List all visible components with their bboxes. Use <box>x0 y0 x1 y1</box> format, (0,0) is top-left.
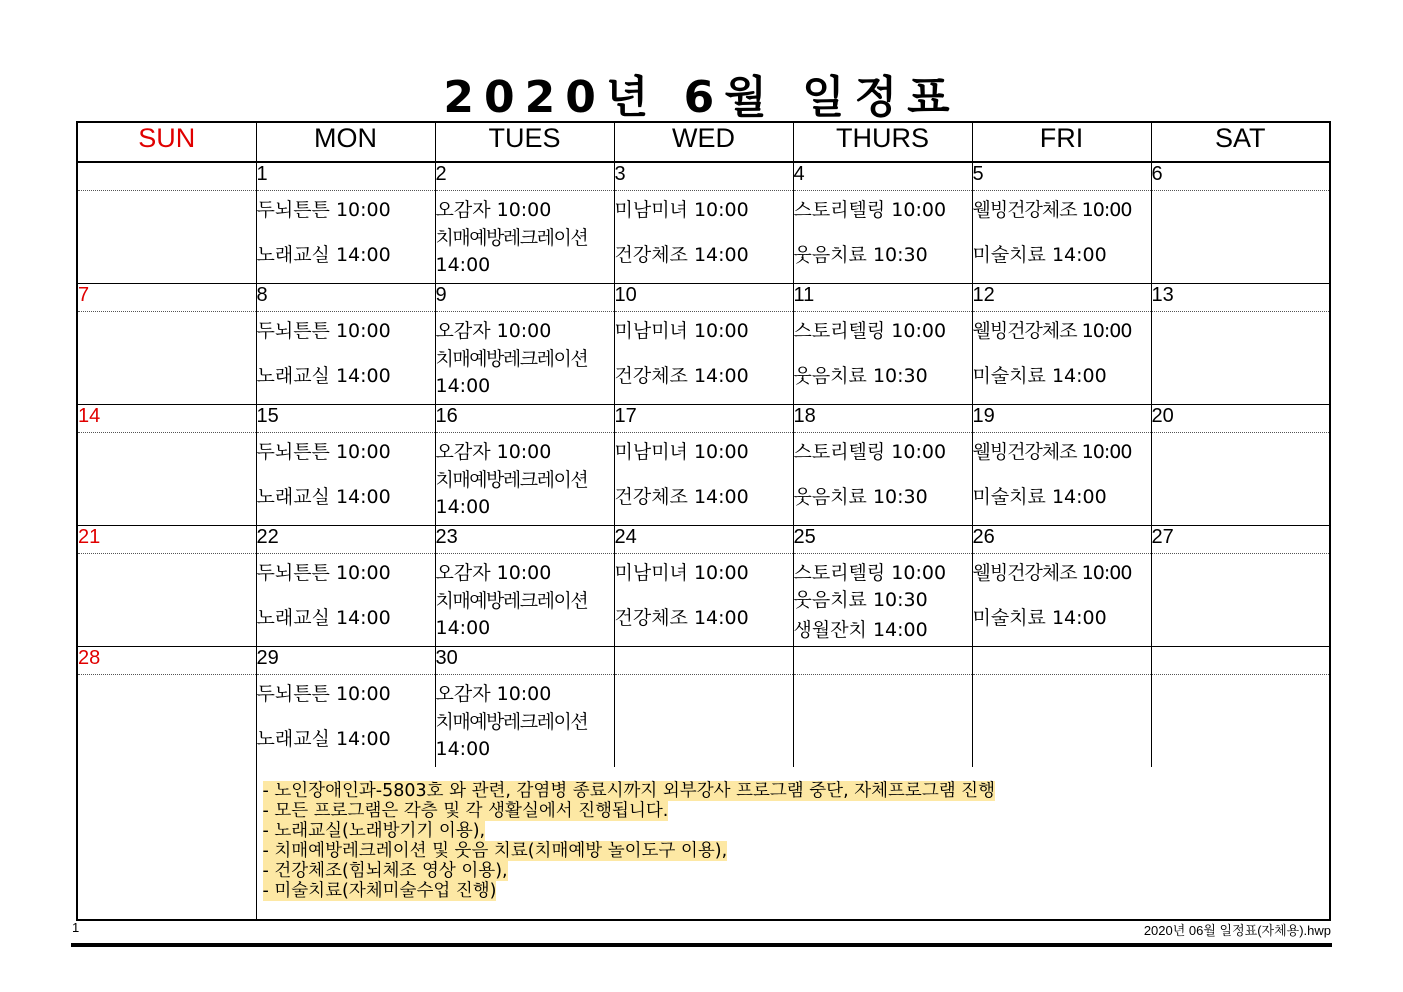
date-cell: 18 <box>793 405 972 433</box>
event-item: 미남미녀 10:00 <box>614 441 749 463</box>
event-item: 오감자 10:00 <box>435 199 552 221</box>
date-cell: 23 <box>435 526 614 554</box>
event-item: 치매예방레크레이션 <box>435 227 588 249</box>
event-cell-wed <box>614 554 793 647</box>
page-number: 1 <box>72 920 80 935</box>
event-item: 건강체조 14:00 <box>614 486 749 508</box>
date-row <box>77 405 1330 433</box>
event-item: 미술치료 14:00 <box>972 244 1107 266</box>
date-cell: 8 <box>256 284 435 312</box>
date-cell: 5 <box>972 162 1151 191</box>
note-item <box>263 821 1330 841</box>
date-cell: 19 <box>972 405 1151 433</box>
note-item <box>263 841 1330 861</box>
event-item: 웃음치료 10:30 <box>793 589 928 611</box>
event-item: 두뇌튼튼 10:00 <box>256 441 391 463</box>
header-sun: SUN <box>77 122 256 162</box>
date-cell: 2 <box>435 162 614 191</box>
event-cell-sun <box>77 433 256 526</box>
event-cell-mon <box>256 312 435 405</box>
event-item: 치매예방레크레이션 <box>435 590 588 612</box>
event-item: 웰빙건강체조 10:00 <box>972 320 1132 342</box>
header-fri: FRI <box>972 122 1151 162</box>
event-item: 14:00 <box>435 496 491 518</box>
date-cell <box>1151 647 1330 675</box>
event-cell-fri <box>972 312 1151 405</box>
event-cell-sat <box>1151 433 1330 526</box>
note-text: - 치매예방레크레이션 및 웃음 치료(치매예방 놀이도구 이용), <box>262 841 728 861</box>
date-cell: 16 <box>435 405 614 433</box>
date-cell: 3 <box>614 162 793 191</box>
event-item: 건강체조 14:00 <box>614 244 749 266</box>
event-item: 건강체조 14:00 <box>614 607 749 629</box>
note-item <box>263 861 1330 881</box>
event-cell-tue <box>435 312 614 405</box>
event-cell-wed <box>614 675 793 768</box>
page-title: 2020년 6월 일정표 <box>443 72 960 123</box>
event-item: 오감자 10:00 <box>435 683 552 705</box>
event-item: 건강체조 14:00 <box>614 365 749 387</box>
date-row <box>77 647 1330 675</box>
date-row <box>77 162 1330 191</box>
event-cell-sat <box>1151 554 1330 647</box>
event-item: 미남미녀 10:00 <box>614 199 749 221</box>
event-item: 노래교실 14:00 <box>256 244 391 266</box>
date-cell: 6 <box>1151 162 1330 191</box>
event-cell-fri <box>972 675 1151 768</box>
event-cell-wed <box>614 312 793 405</box>
event-item: 스토리텔링 10:00 <box>793 562 947 584</box>
note-text: - 건강체조(힘뇌체조 영상 이용), <box>262 861 508 881</box>
weekday-header-row <box>77 122 1330 162</box>
event-item: 치매예방레크레이션 <box>435 469 588 491</box>
date-cell: 13 <box>1151 284 1330 312</box>
event-item: 14:00 <box>435 375 491 397</box>
event-cell-tue <box>435 554 614 647</box>
event-cell-mon <box>256 433 435 526</box>
header-wed: WED <box>614 122 793 162</box>
event-item: 두뇌튼튼 10:00 <box>256 320 391 342</box>
note-item <box>263 781 1330 801</box>
event-cell-mon <box>256 675 435 768</box>
date-row <box>77 526 1330 554</box>
calendar-table <box>76 121 1331 921</box>
date-cell: 14 <box>77 405 256 433</box>
date-cell: 12 <box>972 284 1151 312</box>
event-cell-mon <box>256 191 435 284</box>
header-tue: TUES <box>435 122 614 162</box>
date-cell: 9 <box>435 284 614 312</box>
note-item <box>263 881 1330 901</box>
header-mon: MON <box>256 122 435 162</box>
event-cell-tue <box>435 433 614 526</box>
date-cell: 22 <box>256 526 435 554</box>
date-cell <box>972 647 1151 675</box>
date-cell: 15 <box>256 405 435 433</box>
event-item: 미남미녀 10:00 <box>614 562 749 584</box>
event-cell-thu <box>793 312 972 405</box>
event-item: 노래교실 14:00 <box>256 365 391 387</box>
event-item: 14:00 <box>435 738 491 760</box>
date-row <box>77 284 1330 312</box>
event-cell-sat <box>1151 312 1330 405</box>
date-cell: 7 <box>77 284 256 312</box>
event-item: 웃음치료 10:30 <box>793 244 928 266</box>
event-cell-thu <box>793 433 972 526</box>
event-cell-thu <box>793 191 972 284</box>
date-cell: 28 <box>77 647 256 675</box>
event-item: 오감자 10:00 <box>435 441 552 463</box>
event-item: 웰빙건강체조 10:00 <box>972 441 1132 463</box>
event-item: 스토리텔링 10:00 <box>793 320 947 342</box>
event-cell-sun <box>77 312 256 405</box>
event-cell-sun <box>77 675 256 921</box>
event-cell-wed <box>614 191 793 284</box>
event-cell-tue <box>435 191 614 284</box>
event-item: 두뇌튼튼 10:00 <box>256 199 391 221</box>
date-cell: 27 <box>1151 526 1330 554</box>
header-sat: SAT <box>1151 122 1330 162</box>
event-item: 스토리텔링 10:00 <box>793 441 947 463</box>
event-item: 생월잔치 14:00 <box>793 619 928 641</box>
event-item: 오감자 10:00 <box>435 562 552 584</box>
event-row <box>77 312 1330 405</box>
event-item: 오감자 10:00 <box>435 320 552 342</box>
event-item: 스토리텔링 10:00 <box>793 199 947 221</box>
notes-cell <box>256 767 1330 920</box>
note-text: - 노인장애인과-5803호 와 관련, 감염병 종료시까지 외부강사 프로그램 중단, 자체프로그램 진행 <box>262 781 995 801</box>
event-cell-fri <box>972 433 1151 526</box>
footer-rule <box>71 943 1332 947</box>
event-item: 치매예방레크레이션 <box>435 711 588 733</box>
date-cell: 1 <box>256 162 435 191</box>
note-text: - 노래교실(노래방기기 이용), <box>262 821 486 841</box>
event-cell-tue <box>435 675 614 768</box>
event-cell-sun <box>77 191 256 284</box>
event-cell-wed <box>614 433 793 526</box>
event-cell-sun <box>77 554 256 647</box>
event-item: 14:00 <box>435 254 491 276</box>
date-cell: 24 <box>614 526 793 554</box>
event-item: 노래교실 14:00 <box>256 728 391 750</box>
date-cell: 21 <box>77 526 256 554</box>
note-item <box>263 801 1330 821</box>
event-item: 두뇌튼튼 10:00 <box>256 562 391 584</box>
date-cell: 29 <box>256 647 435 675</box>
event-row <box>77 191 1330 284</box>
event-cell-sat <box>1151 675 1330 768</box>
event-cell-thu <box>793 675 972 768</box>
event-item: 14:00 <box>435 617 491 639</box>
event-cell-thu <box>793 554 972 647</box>
date-cell <box>614 647 793 675</box>
event-item: 웃음치료 10:30 <box>793 365 928 387</box>
event-item: 미술치료 14:00 <box>972 607 1107 629</box>
event-item: 치매예방레크레이션 <box>435 348 588 370</box>
event-cell-fri <box>972 554 1151 647</box>
event-item: 웃음치료 10:30 <box>793 486 928 508</box>
date-cell: 30 <box>435 647 614 675</box>
date-cell: 17 <box>614 405 793 433</box>
date-cell: 4 <box>793 162 972 191</box>
note-text: - 모든 프로그램은 각층 및 각 생활실에서 진행됩니다. <box>262 801 669 821</box>
file-name: 2020년 06월 일정표(자체용).hwp <box>1143 923 1331 938</box>
event-row <box>77 554 1330 647</box>
header-thu: THURS <box>793 122 972 162</box>
date-cell: 11 <box>793 284 972 312</box>
date-cell: 10 <box>614 284 793 312</box>
event-item: 미술치료 14:00 <box>972 365 1107 387</box>
event-item: 미술치료 14:00 <box>972 486 1107 508</box>
notes-list <box>257 767 1330 901</box>
event-cell-fri <box>972 191 1151 284</box>
event-row <box>77 433 1330 526</box>
date-cell: 20 <box>1151 405 1330 433</box>
event-item: 웰빙건강체조 10:00 <box>972 199 1132 221</box>
date-cell <box>793 647 972 675</box>
date-cell: 25 <box>793 526 972 554</box>
event-item: 노래교실 14:00 <box>256 607 391 629</box>
event-cell-sat <box>1151 191 1330 284</box>
event-item: 두뇌튼튼 10:00 <box>256 683 391 705</box>
event-item: 노래교실 14:00 <box>256 486 391 508</box>
notes-row <box>77 767 1330 920</box>
event-cell-mon <box>256 554 435 647</box>
event-row <box>77 675 1330 768</box>
event-item: 웰빙건강체조 10:00 <box>972 562 1132 584</box>
date-cell <box>77 162 256 191</box>
note-text: - 미술치료(자체미술수업 진행) <box>262 881 497 901</box>
event-item: 미남미녀 10:00 <box>614 320 749 342</box>
date-cell: 26 <box>972 526 1151 554</box>
